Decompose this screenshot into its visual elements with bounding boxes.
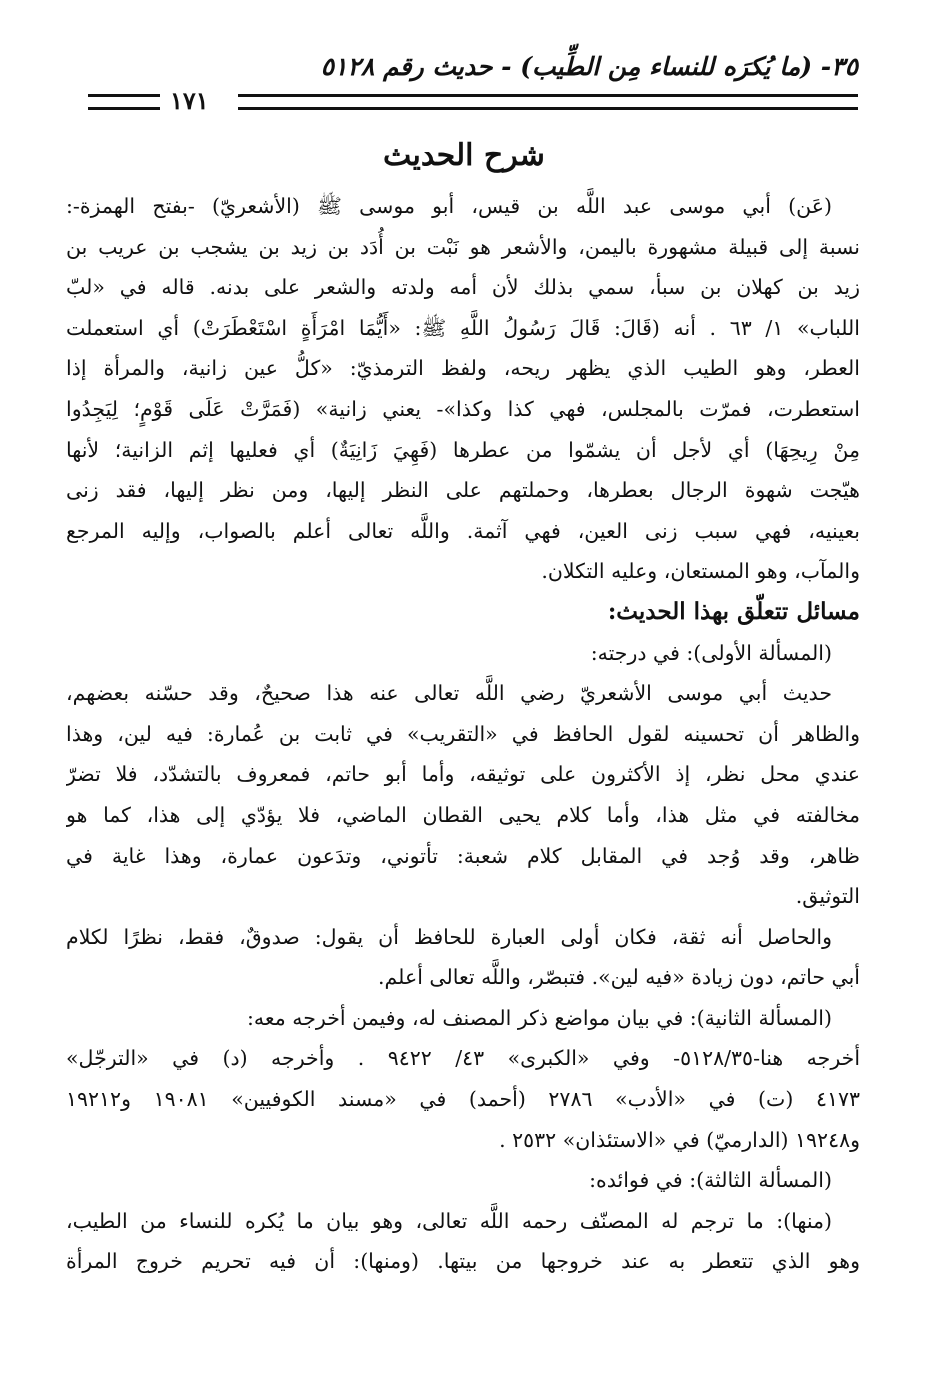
text-line: ٤١٧٣ (ت) في «الأدب» ٢٧٨٦ (أحمد) في «مسند الكوفيين» ١٩٠٨١ و١٩٢١٢ [66, 1087, 860, 1112]
text-line: حديث أبي موسى الأشعريّ رضي اللَّه تعالى عنه هذا صحيحٌ، وقد حسّنه بعضهم، [66, 681, 832, 706]
text-line: ظاهر، وقد وُجد في المقابل كلام شعبة: تأتوني، وتدَعون عمارة، وهذا غاية في [66, 843, 860, 868]
text-line: و١٩٢٤٨ (الدارميّ) في «الاستئذان» ٢٥٣٢ . [499, 1127, 860, 1152]
text-line: (منها): ما ترجم له المصنّف رحمه اللَّه تعالى، وهو بيان ما يُكره للنساء من الطيب، [66, 1208, 832, 1233]
text-line: عندي محل نظر، إذ الأكثرون على توثيقه، وأما أبو حاتم، فمعروف بالتشدّد، فلا تضرّ [66, 762, 860, 787]
text-line: مخالفته في مثل هذا، وأما كلام يحيى القطان الماضي، فلا يؤدّي إلى هذا، كما هو [66, 802, 860, 827]
text-line: والمآب، وهو المستعان، وعليه التكلان. [541, 559, 860, 584]
page-number: ١٧١ [170, 86, 209, 115]
text-line: التوثيق. [795, 884, 860, 909]
text-line: اللباب» ١/ ٦٣ . أنه (قَالَ: قَالَ رَسُولُ اللَّهِ ﷺ: «أَيُّمَا امْرَأَةٍ اسْتَعْطَرَتْ) أي استعملت [66, 315, 860, 340]
header-rule-long [238, 94, 858, 110]
body-text [66, 186, 860, 1282]
text-line: والظاهر أن تحسينه لقول الحافظ في «التقريب» في ثابت بن عُمارة: فيه لين، وهذا [66, 721, 860, 746]
question-heading: (المسألة الثالثة): في فوائده: [589, 1168, 832, 1193]
text-line: أخرجه هنا-٥١٢٨/٣٥- وفي «الكبرى» ٤٣/ ٩٤٢٢ . وأخرجه (د) في «الترجّل» [66, 1046, 860, 1071]
question-heading: (المسألة الثانية): في بيان مواضع ذكر المصنف له، وفيمن أخرجه معه: [246, 1005, 832, 1030]
text-line: زيد بن كهلان بن سبأ، سمي بذلك لأن أمه ولدته والشعر على بدنه. قاله في «لبّ [66, 275, 860, 300]
running-header [88, 52, 858, 115]
question-heading: (المسألة الأولى): في درجته: [590, 640, 832, 665]
header-rule-short [88, 94, 160, 110]
text-line: والحاصل أنه ثقة، فكان أولى العبارة للحافظ أن يقول: صدوقٌ، فقط، نظرًا لكلام [66, 924, 832, 949]
text-line: هيّجت شهوة الرجال بعطرها، وحملتهم على النظر إليها، ومن نظر إليها، فقد زنى [66, 478, 860, 503]
section-title: شرح الحديث [383, 138, 545, 173]
text-line: (عَن) أبي موسى عبد اللَّه بن قيس، أبو موسى ﷺ (الأشعريّ) -بفتح الهمزة-: [66, 194, 832, 218]
text-line: العطر، وهو الطيب الذي يظهر ريحه، ولفظ الترمذيّ: «كلُّ عين زانية، والمرأة إذا [66, 356, 860, 381]
text-line: نسبة إلى قبيلة مشهورة باليمن، والأشعر هو نَبْت بن أُدَد بن زيد بن يشجب بن عريب بن [66, 234, 860, 259]
text-line: استعطرت، فمرّت بالمجلس، فهي كذا وكذا»- يعني زانية» (فَمَرَّتْ عَلَى قَوْمٍ؛ لِيَجِدُوا [66, 396, 860, 421]
header-title: ٣٥- (ما يُكرَه للنساء مِن الطِّيب) - حديث رقم ٥١٢٨ [320, 52, 858, 81]
text-line: بعينيه، فهي سبب زنى العين، فهي آثمة. واللَّه تعالى أعلم بالصواب، وإليه المرجع [66, 518, 860, 543]
text-line: أبي حاتم، دون زيادة «فيه لين». فتبصّر، واللَّه تعالى أعلم. [378, 965, 860, 990]
text-line: مِنْ رِيحِهَا) أي لأجل أن يشمّوا من عطرها (فَهِيَ زَانِيَةٌ) أي فعليها إثم الزانية؛ لأنها [66, 437, 860, 462]
subsection-heading: مسائل تتعلّق بهذا الحديث: [607, 597, 860, 625]
text-line: وهو الذي تتعطر به عند خروجها من بيتها. (ومنها): أن فيه تحريم خروج المرأة [66, 1249, 860, 1274]
